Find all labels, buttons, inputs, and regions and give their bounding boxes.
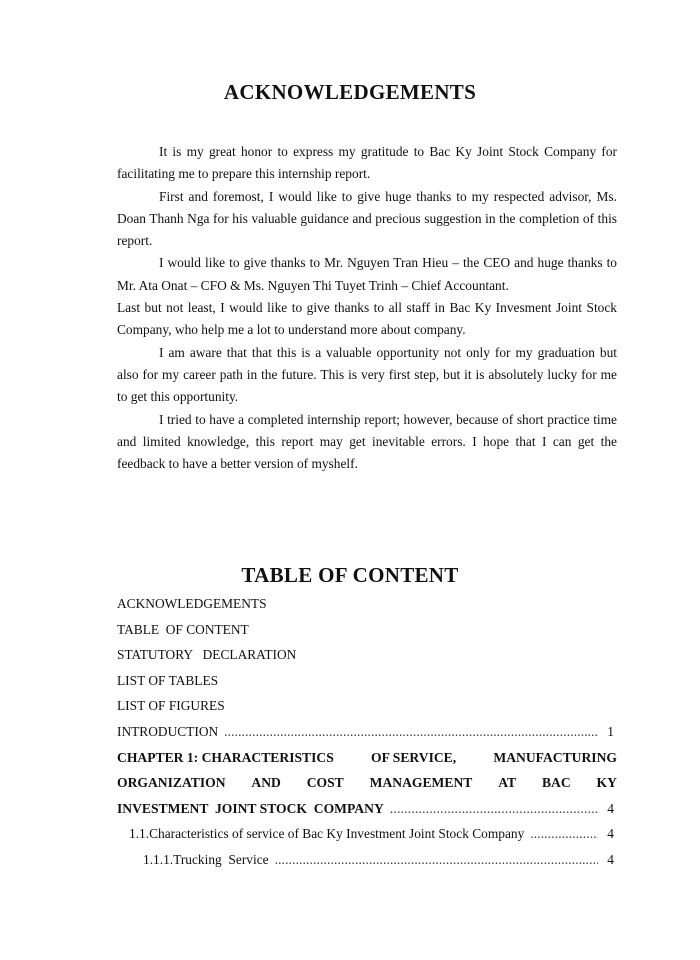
ack-paragraph: It is my great honor to express my gratitude to Bac Ky Joint Stock Company for facilitating me to prepare this internship report.: [117, 144, 617, 182]
toc-leader-dots: [224, 719, 598, 745]
toc-entry-section-1-1-1[interactable]: [117, 847, 617, 873]
toc-entry-label: INTRODUCTION: [117, 723, 219, 739]
toc-leader-dots: [390, 796, 598, 822]
toc-entry-introduction[interactable]: [117, 719, 617, 745]
toc-entry-label: ACKNOWLEDGEMENTS: [117, 596, 267, 611]
acknowledgements-title: ACKNOWLEDGEMENTS: [223, 80, 477, 104]
ack-paragraph: I would like to give thanks to Mr. Nguyen Tran Hieu – the CEO and huge thanks to Mr. Ata Onat – CFO & Ms. Nguyen Thi Tuyet Trinh – Chief Accountant.: [117, 255, 617, 293]
chapter-word: CHAPTER 1: CHARACTERISTICS: [117, 749, 334, 765]
chapter-word: ORGANIZATION: [117, 775, 226, 791]
toc-entry-label: TABLE OF CONTENT: [117, 621, 249, 637]
table-of-content: [117, 591, 617, 873]
chapter-word: INVESTMENT JOINT STOCK COMPANY: [117, 800, 384, 816]
toc-page-number: 4: [607, 800, 614, 816]
chapter-word: MANAGEMENT: [369, 775, 473, 791]
toc-entry-label: 1.1.Characteristics of service of Bac Ky Investment Joint Stock Company: [129, 826, 525, 842]
ack-paragraph: I tried to have a completed internship report; however, because of short practice time and limited knowledge, this report may get inevitable errors. I hope that I can get the feedback to have a better version of myshelf.: [117, 411, 617, 472]
chapter-heading-line: [117, 770, 617, 796]
toc-entry-label: LIST OF TABLES: [117, 672, 219, 688]
ack-paragraph: Last but not least, I would like to give thanks to all staff in Bac Ky Invesment Joint Stock Company, who help me a lot to understand more about company.: [117, 300, 617, 338]
chapter-word: MANUFACTURING: [493, 749, 617, 765]
toc-entry-label: 1.1.1.Trucking Service: [143, 851, 269, 867]
toc-page-number: 4: [607, 826, 614, 842]
toc-entry[interactable]: [117, 617, 617, 643]
toc-entry-label: STATUTORY DECLARATION: [117, 647, 297, 663]
ack-paragraph: I am aware that that this is a valuable opportunity not only for my graduation but also for my career path in the future. This is very first step, but it is absolutely lucky for me to get this opportunity.: [117, 344, 617, 405]
toc-entry[interactable]: [117, 642, 617, 668]
toc-entry-label: LIST OF FIGURES: [117, 698, 225, 714]
toc-entry-section-1-1[interactable]: [117, 821, 617, 847]
toc-page-number: 1: [607, 723, 614, 739]
acknowledgements-body: [117, 141, 617, 475]
toc-entry[interactable]: [117, 693, 617, 719]
chapter-word: KY: [596, 775, 617, 791]
toc-leader-dots: [530, 821, 598, 847]
toc-page-number: 4: [607, 851, 614, 867]
toc-title: TABLE OF CONTENT: [241, 563, 459, 587]
chapter-word: COST: [306, 775, 344, 791]
chapter-heading-line: [117, 745, 617, 771]
toc-entry[interactable]: [117, 668, 617, 694]
toc-leader-dots: [275, 847, 598, 873]
chapter-word: AND: [251, 775, 281, 791]
toc-entry-chapter-1[interactable]: [117, 745, 617, 822]
ack-paragraph: First and foremost, I would like to give huge thanks to my respected advisor, Ms. Doan Thanh Nga for his valuable guidance and precious suggestion in the completion of this report.: [117, 188, 617, 249]
chapter-heading-line: [117, 796, 617, 822]
chapter-word: BAC: [541, 775, 571, 791]
chapter-word: AT: [498, 775, 517, 791]
chapter-word: OF SERVICE,: [371, 749, 457, 765]
toc-entry[interactable]: [117, 591, 617, 617]
